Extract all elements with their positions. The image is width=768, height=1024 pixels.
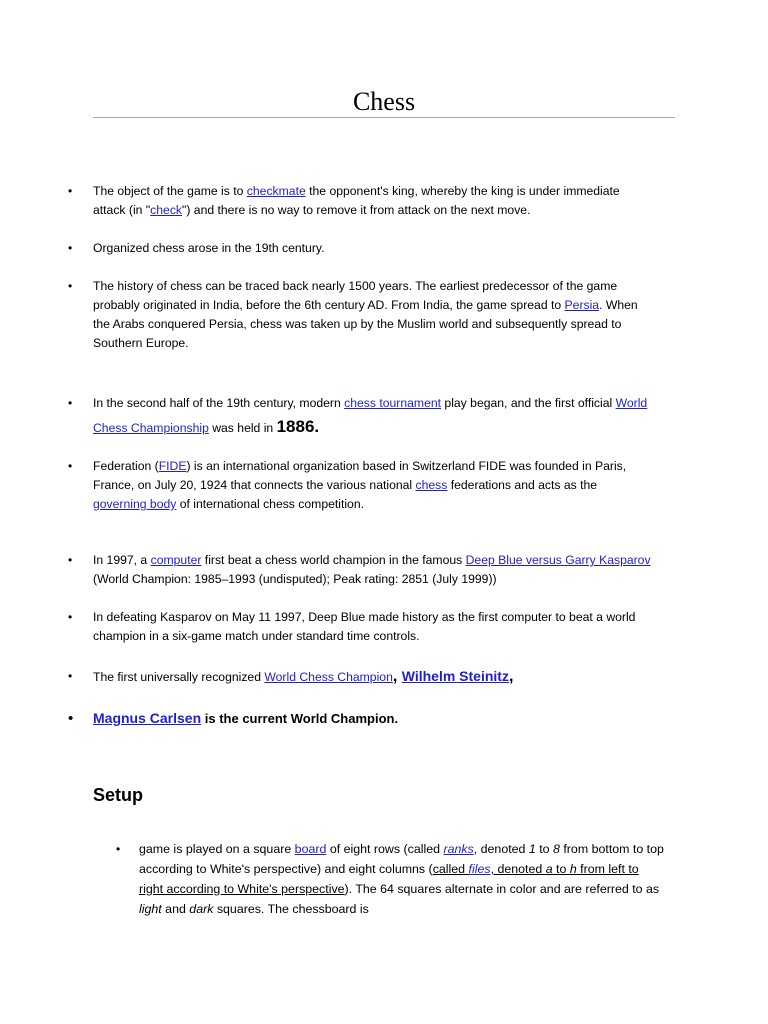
link-check[interactable]: check [150, 203, 183, 217]
list-item-current-champion: • Magnus Carlsen is the current World Champion. [93, 709, 653, 728]
link-chess[interactable]: chess [415, 478, 448, 492]
link-checkmate[interactable]: checkmate [246, 184, 306, 198]
list-item-first-champion: • The first universally recognized World Chess Champion, Wilhelm Steinitz, [93, 667, 653, 687]
year-1886: 1886. [276, 417, 320, 436]
link-world-chess-championship[interactable]: World Chess Championship [93, 396, 648, 435]
link-wilhelm-steinitz[interactable]: Wilhelm Steinitz [401, 668, 509, 684]
list-item-tournament: • In the second half of the 19th century, modern chess tournament play began, and the first official World Chess Championship was held in 1886. [93, 391, 653, 440]
list-item-history: • The history of chess can be traced back nearly 1500 years. The earliest predecessor of the game probably originated in India, before the 6th century AD. From India, the game spread to Persia. When the Arabs conquered Persia, chess was taken up by the Muslim world and subsequently spread to Southern Europe. [93, 277, 653, 353]
list-item-objective: • The object of the game is to checkmate the opponent's king, whereby the king is under immediate attack (in "check") and there is no way to remove it from attack on the next move. [93, 182, 653, 220]
page-title: Chess [352, 87, 416, 116]
list-item-fide: • Federation (FIDE) is an international organization based in Switzerland FIDE was founded in Paris, France, on July 20, 1924 that connects the various national chess federations and acts as the governing body of international chess competition. [93, 457, 653, 514]
list-item-organized: • Organized chess arose in the 19th century. [93, 239, 653, 258]
link-chess-tournament[interactable]: chess tournament [344, 396, 442, 410]
section-heading-setup: Setup [93, 785, 144, 805]
list-item-deep-blue: • In 1997, a computer first beat a chess world champion in the famous Deep Blue versus Garry Kasparov (World Champion: 1985–1993 (undisputed); Peak rating: 2851 (July 1999)) [93, 551, 653, 589]
link-deep-blue-vs-kasparov[interactable]: Deep Blue versus Garry Kasparov [465, 553, 651, 567]
link-world-chess-champion[interactable]: World Chess Champion [264, 670, 393, 684]
link-governing-body[interactable]: governing body [93, 497, 177, 511]
link-files[interactable]: files [468, 862, 491, 876]
link-fide[interactable]: FIDE [158, 459, 187, 473]
list-item-defeat: • In defeating Kasparov on May 11 1997, Deep Blue made history as the first computer to beat a world champion in a six-game match under standard time controls. [93, 608, 653, 646]
link-magnus-carlsen[interactable]: Magnus Carlsen [93, 710, 202, 726]
title-divider [93, 117, 675, 118]
link-board[interactable]: board [294, 842, 327, 856]
link-persia[interactable]: Persia [564, 298, 600, 312]
link-ranks[interactable]: ranks [443, 842, 474, 856]
list-item-board: • game is played on a square board of eight rows (called ranks, denoted 1 to 8 from bottom to top according to White's perspective) and eight columns (called files, denoted a to h from left to right according to White's perspective). The 64 squares alternate in color and are referred to as light and dark squares. The chessboard is [139, 839, 664, 919]
link-computer[interactable]: computer [150, 553, 202, 567]
